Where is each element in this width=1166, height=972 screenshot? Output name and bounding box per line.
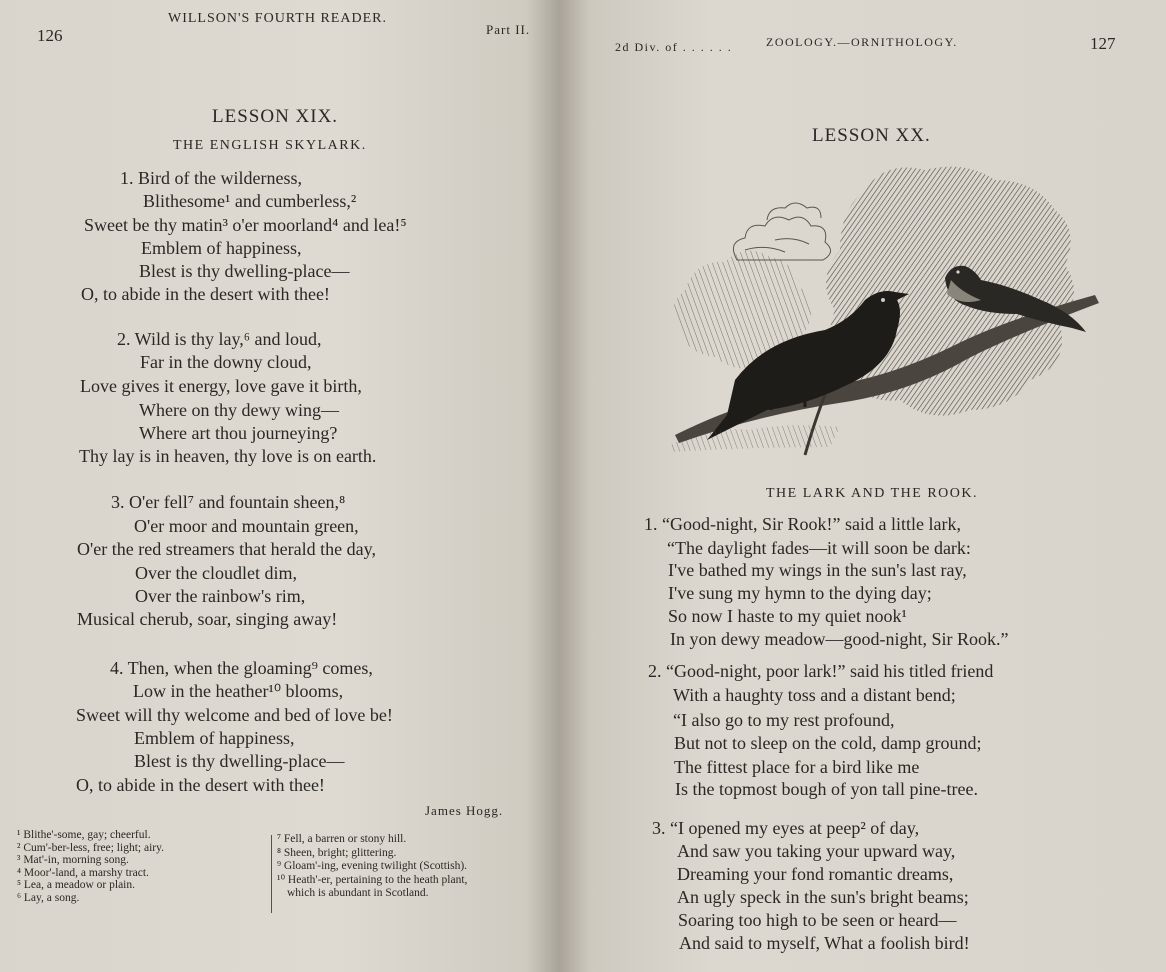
- poem-line: Sweet be thy matin³ o'er moorland⁴ and lea!⁵: [84, 215, 407, 235]
- footnote: ³ Mat'-in, morning song.: [17, 854, 129, 866]
- illustration-caption: THE LARK AND THE ROOK.: [766, 486, 979, 501]
- page-number: 127: [1090, 34, 1116, 53]
- footnote: ¹ Blithe'-some, gay; cheerful.: [17, 829, 151, 841]
- footnote: ⁴ Moor'-land, a marshy tract.: [17, 866, 149, 879]
- lesson-title: LESSON XIX.: [212, 106, 339, 127]
- poem-line: Soaring too high to be seen or heard—: [678, 910, 957, 930]
- poem-line: 1. Bird of the wilderness,: [120, 168, 302, 188]
- poem-line: 3. O'er fell⁷ and fountain sheen,⁸: [111, 492, 346, 512]
- poem-line: Love gives it energy, love gave it birth,: [80, 376, 362, 396]
- poem-line: Emblem of happiness,: [141, 238, 302, 258]
- footnote: ⁸ Sheen, bright; glittering.: [277, 846, 397, 859]
- poem-line: O'er moor and mountain green,: [134, 516, 359, 536]
- poem-line: Blest is thy dwelling-place—: [134, 751, 345, 771]
- poem-line: 1. “Good-night, Sir Rook!” said a little lark,: [644, 514, 961, 534]
- running-header: WILLSON'S FOURTH READER.: [168, 11, 387, 26]
- running-header-division: 2d Div. of . . . . . .: [615, 40, 733, 54]
- footnote: which is abundant in Scotland.: [287, 887, 429, 899]
- poem-line: The fittest place for a bird like me: [674, 757, 920, 777]
- footnotes-col-2: [277, 834, 467, 900]
- poem-line: Dreaming your fond romantic dreams,: [677, 864, 954, 884]
- poem-line: With a haughty toss and a distant bend;: [673, 685, 956, 705]
- poem-line: Low in the heather¹⁰ blooms,: [133, 681, 344, 701]
- poem-line: Blest is thy dwelling-place—: [139, 261, 350, 281]
- poem-line: Thy lay is in heaven, thy love is on earth.: [79, 446, 377, 466]
- page-number: 126: [37, 26, 63, 45]
- poem-line: O, to abide in the desert with thee!: [76, 775, 325, 795]
- poem-line: Emblem of happiness,: [134, 728, 295, 748]
- poem-line: O'er the red streamers that herald the day,: [77, 539, 376, 559]
- poem-line: Over the rainbow's rim,: [135, 586, 306, 606]
- poem-line: 2. “Good-night, poor lark!” said his titled friend: [648, 661, 994, 681]
- poem-line: Is the topmost bough of yon tall pine-tree.: [675, 779, 978, 799]
- poem-line: Musical cherub, soar, singing away!: [77, 609, 338, 629]
- poem-line: And saw you taking your upward way,: [677, 841, 956, 861]
- poem-line: O, to abide in the desert with thee!: [81, 284, 330, 304]
- poem-line: In yon dewy meadow—good-night, Sir Rook.”: [670, 629, 1009, 649]
- footnote-divider: [271, 835, 272, 913]
- part-label: Part II.: [486, 22, 531, 37]
- poem-line: An ugly speck in the sun's bright beams;: [677, 887, 969, 907]
- poem-line: But not to sleep on the cold, damp ground;: [674, 733, 982, 753]
- poem-line: I've bathed my wings in the sun's last ray,: [668, 560, 967, 580]
- poem-line: Sweet will thy welcome and bed of love be!: [76, 705, 393, 725]
- poem-line: Where on thy dewy wing—: [139, 400, 339, 420]
- footnotes-col-1: [17, 830, 164, 904]
- poem-line: So now I haste to my quiet nook¹: [668, 606, 907, 626]
- left-page: [0, 0, 560, 972]
- footnote: ⁵ Lea, a meadow or plain.: [17, 879, 136, 891]
- poem-line: Over the cloudlet dim,: [135, 563, 297, 583]
- poem-line: Where art thou journeying?: [139, 423, 338, 443]
- poem-line: 4. Then, when the gloaming⁹ comes,: [110, 658, 373, 678]
- poem-line: 2. Wild is thy lay,⁶ and loud,: [117, 329, 322, 349]
- poem-line: I've sung my hymn to the dying day;: [668, 583, 932, 603]
- poem-author: James Hogg.: [425, 803, 504, 818]
- poem-title: THE ENGLISH SKYLARK.: [173, 138, 367, 153]
- poem-line: 3. “I opened my eyes at peep² of day,: [652, 818, 920, 838]
- poem-line: “The daylight fades—it will soon be dark:: [667, 538, 971, 558]
- poem-line: Far in the downy cloud,: [140, 352, 312, 372]
- footnote: ² Cum'-ber-less, free; light; airy.: [17, 841, 164, 854]
- lesson-title: LESSON XX.: [812, 125, 931, 146]
- poem-line: Blithesome¹ and cumberless,²: [143, 191, 357, 211]
- poem-line: And said to myself, What a foolish bird!: [679, 933, 970, 953]
- running-header: ZOOLOGY.—ORNITHOLOGY.: [766, 35, 958, 49]
- lark-and-rook-engraving: [655, 150, 1110, 470]
- footnote: ⁷ Fell, a barren or stony hill.: [277, 833, 407, 845]
- poem-line: “I also go to my rest profound,: [673, 710, 895, 730]
- footnote: ⁶ Lay, a song.: [17, 891, 80, 904]
- footnote: ⁹ Gloam'-ing, evening twilight (Scottish).: [277, 860, 468, 872]
- footnote: ¹⁰ Heath'-er, pertaining to the heath plant,: [277, 873, 468, 886]
